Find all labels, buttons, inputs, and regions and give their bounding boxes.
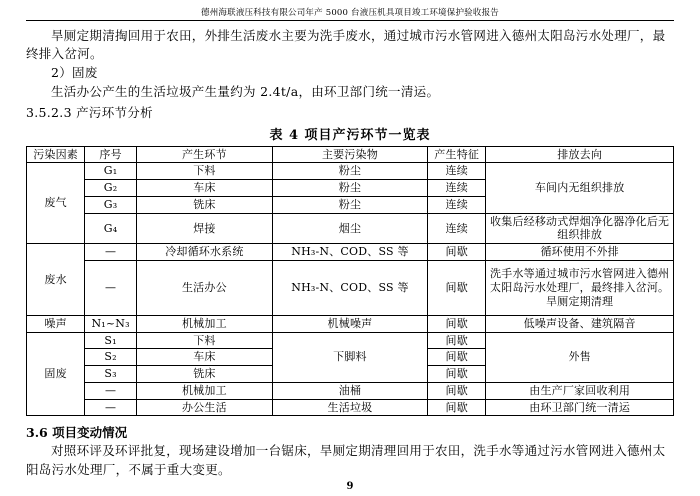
col-header-factor: 污染因素: [27, 146, 85, 163]
cell-link: 生活办公: [136, 260, 272, 315]
cell-feature: 连续: [428, 180, 486, 197]
cell-dest: 收集后经移动式焊烟净化器净化后无组织排放: [486, 213, 674, 244]
table-header-row: [27, 146, 674, 163]
cell-feature: 间歇: [428, 399, 486, 416]
cell-feature: 间歇: [428, 332, 486, 349]
cell-no: G₄: [85, 213, 137, 244]
section-heading-36: 3.6 项目变动情况: [26, 425, 128, 441]
col-header-pollutant: 主要污染物: [272, 146, 427, 163]
cell-dest: 车间内无组织排放: [486, 163, 674, 213]
paragraph-project-change: 对照环评及环评批复，现场建设增加一台锯床，旱厕定期清理回用于农田，洗手水等通过污水管网进入德州太阳岛污水处理厂，不属于重大变更。: [26, 443, 666, 477]
cell-link: 铣床: [136, 196, 272, 213]
table-row: [27, 244, 674, 261]
cell-no: G₂: [85, 180, 137, 197]
cell-link: 机械加工: [136, 315, 272, 332]
pollution-table: [26, 146, 674, 417]
table-row: [27, 213, 674, 244]
cell-no: N₁~N₃: [85, 315, 137, 332]
cell-feature: 间歇: [428, 349, 486, 366]
cell-factor-wastewater: 废水: [27, 244, 85, 316]
cell-dest: 外售: [486, 332, 674, 382]
cell-no: —: [85, 399, 137, 416]
cell-pollutant: 生活垃圾: [272, 399, 427, 416]
cell-pollutant: 机械噪声: [272, 315, 427, 332]
cell-no: S₁: [85, 332, 137, 349]
cell-no: G₃: [85, 196, 137, 213]
table-row: [27, 260, 674, 315]
cell-feature: 间歇: [428, 382, 486, 399]
page-header-title: 德州海联液压科技有限公司年产 5000 台液压机具项目竣工环境保护验收报告: [201, 8, 499, 18]
col-header-dest: 排放去向: [486, 146, 674, 163]
col-header-feature: 产生特征: [428, 146, 486, 163]
cell-feature: 间歇: [428, 260, 486, 315]
cell-feature: 连续: [428, 163, 486, 180]
cell-feature: 连续: [428, 213, 486, 244]
cell-no: G₁: [85, 163, 137, 180]
cell-pollutant: 下脚料: [272, 332, 427, 382]
cell-no: S₃: [85, 366, 137, 383]
cell-dest: 由生产厂家回收利用: [486, 382, 674, 399]
cell-feature: 间歇: [428, 366, 486, 383]
cell-link: 下料: [136, 163, 272, 180]
cell-dest: 循环使用不外排: [486, 244, 674, 261]
cell-no: —: [85, 244, 137, 261]
cell-pollutant: NH₃-N、COD、SS 等: [272, 260, 427, 315]
cell-link: 车床: [136, 349, 272, 366]
cell-pollutant: NH₃-N、COD、SS 等: [272, 244, 427, 261]
col-header-no: 序号: [85, 146, 137, 163]
cell-pollutant: 烟尘: [272, 213, 427, 244]
cell-feature: 间歇: [428, 315, 486, 332]
cell-pollutant: 粉尘: [272, 180, 427, 197]
cell-feature: 连续: [428, 196, 486, 213]
cell-link: 办公生活: [136, 399, 272, 416]
cell-no: S₂: [85, 349, 137, 366]
table-row: [27, 382, 674, 399]
cell-dest: 低噪声设备、建筑隔音: [486, 315, 674, 332]
cell-no: —: [85, 382, 137, 399]
header-divider: [26, 20, 674, 21]
cell-feature: 间歇: [428, 244, 486, 261]
cell-dest: 洗手水等通过城市污水管网进入德州太阳岛污水处理厂，最终排入岔河。旱厕定期清理: [486, 260, 674, 315]
page-number: 9: [346, 481, 354, 492]
cell-pollutant: 油桶: [272, 382, 427, 399]
cell-link: 车床: [136, 180, 272, 197]
table-title: 表 4 项目产污环节一览表: [269, 127, 431, 143]
cell-factor-noise: 噪声: [27, 315, 85, 332]
cell-dest: 由环卫部门统一清运: [486, 399, 674, 416]
table-row: [27, 332, 674, 349]
cell-link: 冷却循环水系统: [136, 244, 272, 261]
cell-link: 焊接: [136, 213, 272, 244]
col-header-link: 产生环节: [136, 146, 272, 163]
paragraph-solid-waste-label: 2）固废: [51, 65, 98, 81]
section-heading-3523: 3.5.2.3 产污环节分析: [26, 104, 153, 120]
paragraph-solid-waste: 生活办公产生的生活垃圾产生量约为 2.4t/a，由环卫部门统一清运。: [51, 84, 440, 100]
cell-factor-solid-waste: 固废: [27, 332, 85, 416]
cell-link: 机械加工: [136, 382, 272, 399]
table-row: [27, 163, 674, 180]
cell-factor-waste-gas: 废气: [27, 163, 85, 244]
cell-pollutant: 粉尘: [272, 196, 427, 213]
paragraph-wastewater: 旱厕定期清掏回用于农田，外排生活废水主要为洗手废水，通过城市污水管网进入德州太阳岛污水处理厂，最终排入岔河。: [26, 28, 666, 62]
cell-link: 下料: [136, 332, 272, 349]
cell-link: 铣床: [136, 366, 272, 383]
table-row: [27, 315, 674, 332]
cell-no: —: [85, 260, 137, 315]
cell-pollutant: 粉尘: [272, 163, 427, 180]
table-row: [27, 399, 674, 416]
